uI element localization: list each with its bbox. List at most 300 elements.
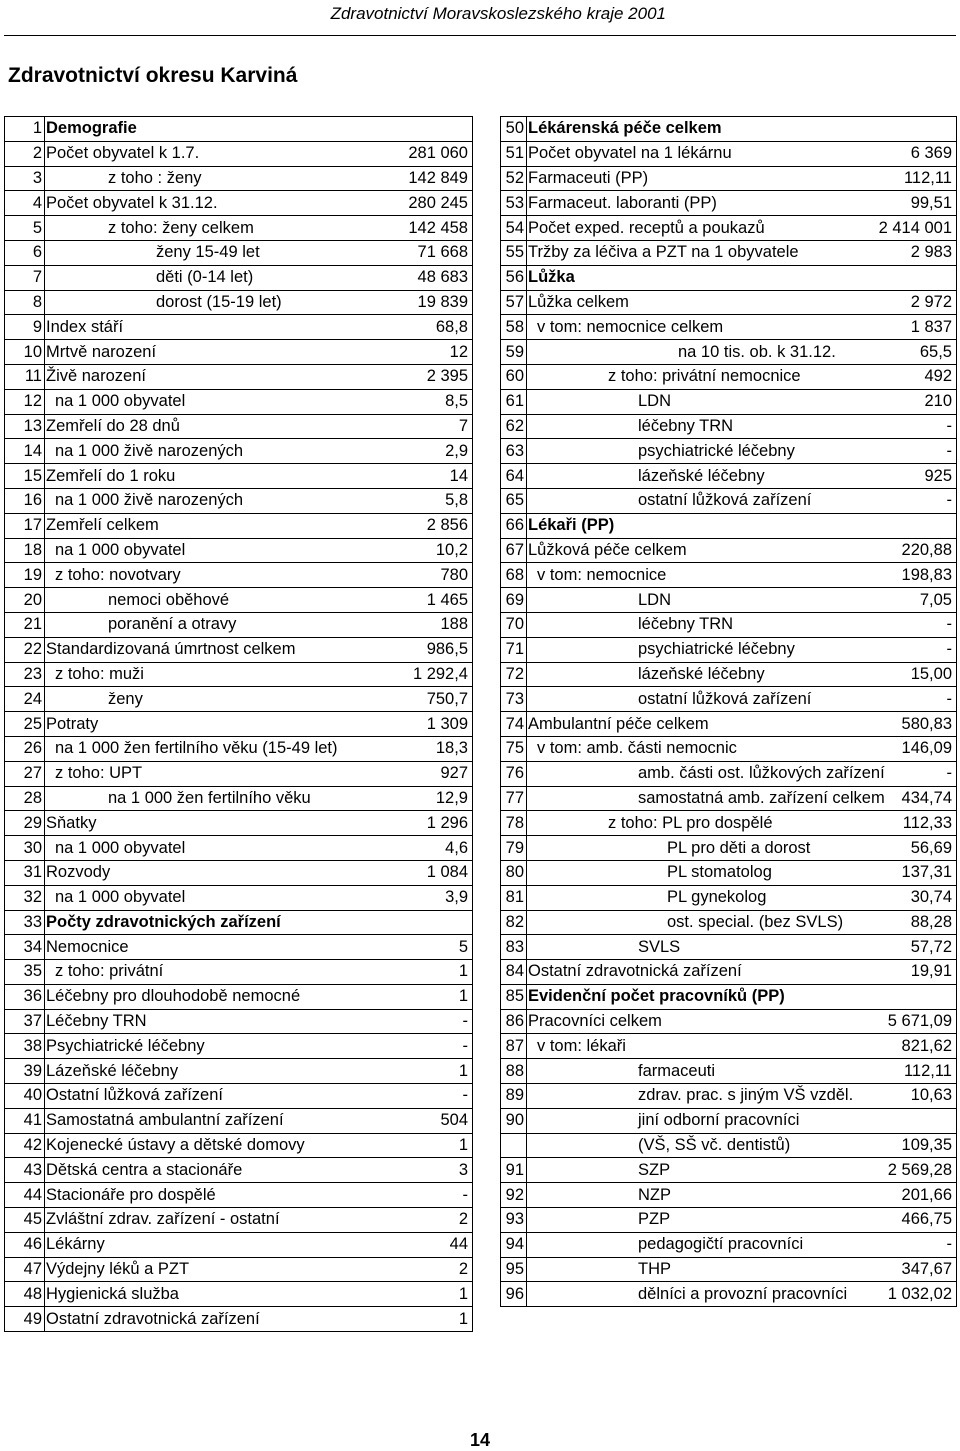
row-number: 61	[501, 389, 527, 414]
row-label: Zemřelí do 1 roku	[45, 464, 381, 489]
page-number: 14	[470, 1430, 491, 1450]
row-label: psychiatrické léčebny	[527, 439, 857, 464]
table-row	[501, 811, 957, 836]
row-number: 13	[5, 414, 45, 439]
table-row	[501, 315, 957, 340]
row-label: Kojenecké ústavy a dětské domovy	[45, 1133, 381, 1158]
row-number: 96	[501, 1282, 527, 1307]
row-number: 68	[501, 563, 527, 588]
row-number: 91	[501, 1158, 527, 1183]
row-label: Farmaceuti (PP)	[527, 166, 857, 191]
row-number: 8	[5, 290, 45, 315]
row-value: 1	[381, 984, 473, 1009]
row-label: SZP	[527, 1158, 857, 1183]
table-row	[5, 588, 473, 613]
row-value: -	[857, 1232, 957, 1257]
row-value	[857, 513, 957, 538]
row-number: 7	[5, 265, 45, 290]
row-value: 5 671,09	[857, 1009, 957, 1034]
row-label: z toho : ženy	[45, 166, 381, 191]
row-value: -	[381, 1009, 473, 1034]
row-value: 492	[857, 364, 957, 389]
row-number: 77	[501, 786, 527, 811]
table-row	[5, 786, 473, 811]
table-row	[501, 1232, 957, 1257]
row-number: 17	[5, 513, 45, 538]
table-row	[501, 836, 957, 861]
table-row	[5, 290, 473, 315]
row-number: 88	[501, 1059, 527, 1084]
row-label: Počty zdravotnických zařízení	[45, 910, 381, 935]
row-value: 281 060	[381, 141, 473, 166]
table-row	[5, 364, 473, 389]
row-value: 1	[381, 1307, 473, 1332]
row-number: 3	[5, 166, 45, 191]
row-label: Počet obyvatel k 31.12.	[45, 191, 381, 216]
row-label: zdrav. prac. s jiným VŠ vzděl.	[527, 1084, 857, 1109]
row-label: PL gynekolog	[527, 885, 857, 910]
row-label: (VŠ, SŠ vč. dentistů)	[527, 1133, 857, 1158]
row-number: 74	[501, 712, 527, 737]
row-value: 71 668	[381, 240, 473, 265]
table-row	[5, 637, 473, 662]
table-row	[501, 736, 957, 761]
row-number: 81	[501, 885, 527, 910]
row-label: na 10 tis. ob. k 31.12.	[527, 340, 857, 365]
row-value: 68,8	[381, 315, 473, 340]
row-number: 63	[501, 439, 527, 464]
row-number: 40	[5, 1084, 45, 1109]
row-number: 58	[501, 315, 527, 340]
row-label: pedagogičtí pracovníci	[527, 1232, 857, 1257]
row-value: 142 458	[381, 216, 473, 241]
table-row	[501, 1108, 957, 1133]
row-number: 79	[501, 836, 527, 861]
row-number: 94	[501, 1232, 527, 1257]
row-value: 12	[381, 340, 473, 365]
row-label: ostatní lůžková zařízení	[527, 488, 857, 513]
row-number: 41	[5, 1108, 45, 1133]
row-value: 1 309	[381, 712, 473, 737]
table-row	[5, 761, 473, 786]
row-label: léčebny TRN	[527, 612, 857, 637]
row-label: na 1 000 obyvatel	[45, 389, 381, 414]
table-row	[501, 464, 957, 489]
row-number: 18	[5, 538, 45, 563]
table-row	[501, 1059, 957, 1084]
row-number: 80	[501, 860, 527, 885]
row-number: 53	[501, 191, 527, 216]
row-number: 46	[5, 1232, 45, 1257]
row-number: 29	[5, 811, 45, 836]
row-label: Ostatní zdravotnická zařízení	[527, 960, 857, 985]
row-value: -	[857, 439, 957, 464]
row-number: 25	[5, 712, 45, 737]
row-number: 64	[501, 464, 527, 489]
row-label: poranění a otravy	[45, 612, 381, 637]
row-value: -	[857, 687, 957, 712]
table-row	[501, 662, 957, 687]
row-label: Hygienická služba	[45, 1282, 381, 1307]
row-value: 1 084	[381, 860, 473, 885]
row-label: Evidenční počet pracovníků (PP)	[527, 984, 857, 1009]
row-number: 6	[5, 240, 45, 265]
row-number: 43	[5, 1158, 45, 1183]
table-row	[5, 141, 473, 166]
table-row	[501, 860, 957, 885]
row-value: 504	[381, 1108, 473, 1133]
table-row	[501, 1009, 957, 1034]
row-label: Počet obyvatel na 1 lékárnu	[527, 141, 857, 166]
row-number: 86	[501, 1009, 527, 1034]
row-value: 57,72	[857, 935, 957, 960]
row-number: 14	[5, 439, 45, 464]
table-row	[501, 117, 957, 142]
row-label: Standardizovaná úmrtnost celkem	[45, 637, 381, 662]
table-row	[501, 885, 957, 910]
row-value: 2,9	[381, 439, 473, 464]
row-label: Ostatní lůžková zařízení	[45, 1084, 381, 1109]
row-label: Lůžka	[527, 265, 857, 290]
row-value: 112,11	[857, 166, 957, 191]
table-row	[5, 687, 473, 712]
row-label: SVLS	[527, 935, 857, 960]
row-label: farmaceuti	[527, 1059, 857, 1084]
row-number: 73	[501, 687, 527, 712]
row-value: 44	[381, 1232, 473, 1257]
row-label: lázeňské léčebny	[527, 464, 857, 489]
row-label: Psychiatrické léčebny	[45, 1034, 381, 1059]
row-value: 14	[381, 464, 473, 489]
row-number: 9	[5, 315, 45, 340]
row-label: Samostatná ambulantní zařízení	[45, 1108, 381, 1133]
row-label: Demografie	[45, 117, 381, 142]
table-row	[5, 117, 473, 142]
row-number: 31	[5, 860, 45, 885]
table-row	[501, 984, 957, 1009]
row-value: 19 839	[381, 290, 473, 315]
table-row	[5, 712, 473, 737]
row-label: z toho: novotvary	[45, 563, 381, 588]
row-number: 19	[5, 563, 45, 588]
row-number: 89	[501, 1084, 527, 1109]
row-value: 18,3	[381, 736, 473, 761]
row-label: Léčebny pro dlouhodobě nemocné	[45, 984, 381, 1009]
row-value	[381, 910, 473, 935]
row-number: 24	[5, 687, 45, 712]
table-row	[5, 1208, 473, 1233]
table-row	[5, 1034, 473, 1059]
row-value: -	[381, 1034, 473, 1059]
row-number: 37	[5, 1009, 45, 1034]
row-label: Nemocnice	[45, 935, 381, 960]
row-value: 99,51	[857, 191, 957, 216]
row-number: 60	[501, 364, 527, 389]
row-number: 90	[501, 1108, 527, 1133]
row-value: 1 837	[857, 315, 957, 340]
table-row	[501, 637, 957, 662]
row-number: 36	[5, 984, 45, 1009]
row-value: 142 849	[381, 166, 473, 191]
row-number: 48	[5, 1282, 45, 1307]
row-number: 87	[501, 1034, 527, 1059]
row-label: Lékárenská péče celkem	[527, 117, 857, 142]
table-row	[501, 1282, 957, 1307]
table-row	[501, 1208, 957, 1233]
row-value: 280 245	[381, 191, 473, 216]
row-label: ostatní lůžková zařízení	[527, 687, 857, 712]
table-row	[501, 1183, 957, 1208]
row-label: z toho: privátní nemocnice	[527, 364, 857, 389]
row-number: 39	[5, 1059, 45, 1084]
table-row	[5, 662, 473, 687]
table-row	[5, 1108, 473, 1133]
row-label: PL stomatolog	[527, 860, 857, 885]
table-row	[501, 364, 957, 389]
row-number: 51	[501, 141, 527, 166]
row-label: na 1 000 žen fertilního věku	[45, 786, 381, 811]
row-number: 21	[5, 612, 45, 637]
row-number: 32	[5, 885, 45, 910]
row-number: 12	[5, 389, 45, 414]
row-value: 2 972	[857, 290, 957, 315]
table-row	[5, 1257, 473, 1282]
row-label: z toho: muži	[45, 662, 381, 687]
table-row	[5, 910, 473, 935]
table-row	[5, 1307, 473, 1332]
row-value: -	[857, 761, 957, 786]
table-row	[5, 166, 473, 191]
row-number: 55	[501, 240, 527, 265]
row-label: PL pro děti a dorost	[527, 836, 857, 861]
row-label: lázeňské léčebny	[527, 662, 857, 687]
row-value: 1 296	[381, 811, 473, 836]
table-row	[5, 513, 473, 538]
row-number: 84	[501, 960, 527, 985]
row-number: 82	[501, 910, 527, 935]
row-number: 2	[5, 141, 45, 166]
row-number: 16	[5, 488, 45, 513]
row-label: Zemřelí do 28 dnů	[45, 414, 381, 439]
row-value: 1	[381, 1133, 473, 1158]
table-row	[5, 811, 473, 836]
table-row	[5, 836, 473, 861]
row-label: Mrtvě narození	[45, 340, 381, 365]
table-row	[5, 216, 473, 241]
table-row	[501, 1257, 957, 1282]
row-number: 23	[5, 662, 45, 687]
row-value: 1	[381, 960, 473, 985]
row-value: 188	[381, 612, 473, 637]
row-number: 65	[501, 488, 527, 513]
row-value: 1	[381, 1282, 473, 1307]
table-row	[5, 439, 473, 464]
row-label: samostatná amb. zařízení celkem	[527, 786, 857, 811]
table-row	[501, 513, 957, 538]
row-number: 33	[5, 910, 45, 935]
row-value	[857, 117, 957, 142]
row-value: 3	[381, 1158, 473, 1183]
row-number: 34	[5, 935, 45, 960]
page-title: Zdravotnictví okresu Karviná	[8, 64, 298, 87]
row-value: 112,33	[857, 811, 957, 836]
row-label: z toho: UPT	[45, 761, 381, 786]
table-row	[5, 1059, 473, 1084]
table-row	[501, 761, 957, 786]
row-label: dorost (15-19 let)	[45, 290, 381, 315]
right-table	[500, 116, 957, 1307]
row-label: na 1 000 živě narozených	[45, 439, 381, 464]
row-label: ženy	[45, 687, 381, 712]
row-label: léčebny TRN	[527, 414, 857, 439]
row-number: 27	[5, 761, 45, 786]
row-label: jiní odborní pracovníci	[527, 1108, 857, 1133]
row-value: 210	[857, 389, 957, 414]
row-label: Počet exped. receptů a poukazů	[527, 216, 857, 241]
table-row	[5, 1009, 473, 1034]
table-row	[5, 340, 473, 365]
row-value: 2 983	[857, 240, 957, 265]
table-row	[5, 265, 473, 290]
row-value: 821,62	[857, 1034, 957, 1059]
row-label: Zemřelí celkem	[45, 513, 381, 538]
row-label: Léčebny TRN	[45, 1009, 381, 1034]
table-row	[5, 315, 473, 340]
row-number: 38	[5, 1034, 45, 1059]
table-row	[501, 588, 957, 613]
table-row	[501, 389, 957, 414]
row-value: 10,2	[381, 538, 473, 563]
row-value: 1 032,02	[857, 1282, 957, 1307]
table-row	[5, 414, 473, 439]
row-label: v tom: nemocnice celkem	[527, 315, 857, 340]
row-label: na 1 000 obyvatel	[45, 885, 381, 910]
row-label: na 1 000 žen fertilního věku (15-49 let)	[45, 736, 381, 761]
row-number: 35	[5, 960, 45, 985]
row-value: 466,75	[857, 1208, 957, 1233]
row-label: v tom: lékaři	[527, 1034, 857, 1059]
row-number: 75	[501, 736, 527, 761]
row-value: 780	[381, 563, 473, 588]
table-row	[501, 414, 957, 439]
table-row	[501, 216, 957, 241]
row-label: amb. části ost. lůžkových zařízení	[527, 761, 857, 786]
table-row	[5, 935, 473, 960]
table-row	[5, 960, 473, 985]
row-number: 95	[501, 1257, 527, 1282]
row-value: 146,09	[857, 736, 957, 761]
row-number: 10	[5, 340, 45, 365]
row-value: 750,7	[381, 687, 473, 712]
table-row	[5, 1183, 473, 1208]
row-label: na 1 000 obyvatel	[45, 538, 381, 563]
table-row	[501, 910, 957, 935]
row-number: 49	[5, 1307, 45, 1332]
row-value: 65,5	[857, 340, 957, 365]
row-value: -	[857, 488, 957, 513]
table-row	[501, 141, 957, 166]
row-number: 71	[501, 637, 527, 662]
row-label: Rozvody	[45, 860, 381, 885]
row-number: 42	[5, 1133, 45, 1158]
row-label: na 1 000 živě narozených	[45, 488, 381, 513]
row-label: nemoci oběhové	[45, 588, 381, 613]
row-value: 30,74	[857, 885, 957, 910]
row-value	[857, 984, 957, 1009]
table-row	[5, 860, 473, 885]
table-row	[5, 1282, 473, 1307]
table-row	[501, 1034, 957, 1059]
table-row	[5, 1232, 473, 1257]
row-number: 54	[501, 216, 527, 241]
row-number: 47	[5, 1257, 45, 1282]
table-row	[5, 488, 473, 513]
row-value: 2 569,28	[857, 1158, 957, 1183]
table-row	[501, 612, 957, 637]
row-label: ost. special. (bez SVLS)	[527, 910, 857, 935]
row-number: 30	[5, 836, 45, 861]
row-value	[857, 265, 957, 290]
row-value: 15,00	[857, 662, 957, 687]
row-value: 1 465	[381, 588, 473, 613]
table-row	[5, 538, 473, 563]
table-row	[5, 984, 473, 1009]
row-value	[857, 1108, 957, 1133]
table-row	[5, 1133, 473, 1158]
row-value: 3,9	[381, 885, 473, 910]
row-number: 44	[5, 1183, 45, 1208]
header-rule	[4, 35, 956, 36]
row-label: z toho: PL pro dospělé	[527, 811, 857, 836]
row-number: 4	[5, 191, 45, 216]
row-value: 4,6	[381, 836, 473, 861]
header-title: Zdravotnictví Moravskoslezského kraje 2001	[330, 4, 666, 23]
table-row	[5, 1084, 473, 1109]
row-number: 28	[5, 786, 45, 811]
row-value: 7	[381, 414, 473, 439]
row-value: 137,31	[857, 860, 957, 885]
row-label: Sňatky	[45, 811, 381, 836]
row-number: 83	[501, 935, 527, 960]
row-label: Farmaceut. laboranti (PP)	[527, 191, 857, 216]
row-value: 1	[381, 1059, 473, 1084]
row-value: 201,66	[857, 1183, 957, 1208]
row-label: děti (0-14 let)	[45, 265, 381, 290]
row-number: 66	[501, 513, 527, 538]
row-number: 5	[5, 216, 45, 241]
row-label: z toho: privátní	[45, 960, 381, 985]
row-value: 986,5	[381, 637, 473, 662]
row-number: 45	[5, 1208, 45, 1233]
row-label: v tom: nemocnice	[527, 563, 857, 588]
row-number: 67	[501, 538, 527, 563]
row-value: 2 395	[381, 364, 473, 389]
row-value: -	[857, 612, 957, 637]
row-value: 2 414 001	[857, 216, 957, 241]
row-label: Stacionáře pro dospělé	[45, 1183, 381, 1208]
row-value: 220,88	[857, 538, 957, 563]
table-row	[5, 191, 473, 216]
row-value: 112,11	[857, 1059, 957, 1084]
row-label: Dětská centra a stacionáře	[45, 1158, 381, 1183]
row-label: Výdejny léků a PZT	[45, 1257, 381, 1282]
row-number: 69	[501, 588, 527, 613]
row-number: 72	[501, 662, 527, 687]
table-row	[501, 935, 957, 960]
row-label: Lékárny	[45, 1232, 381, 1257]
row-number: 57	[501, 290, 527, 315]
table-row	[501, 538, 957, 563]
